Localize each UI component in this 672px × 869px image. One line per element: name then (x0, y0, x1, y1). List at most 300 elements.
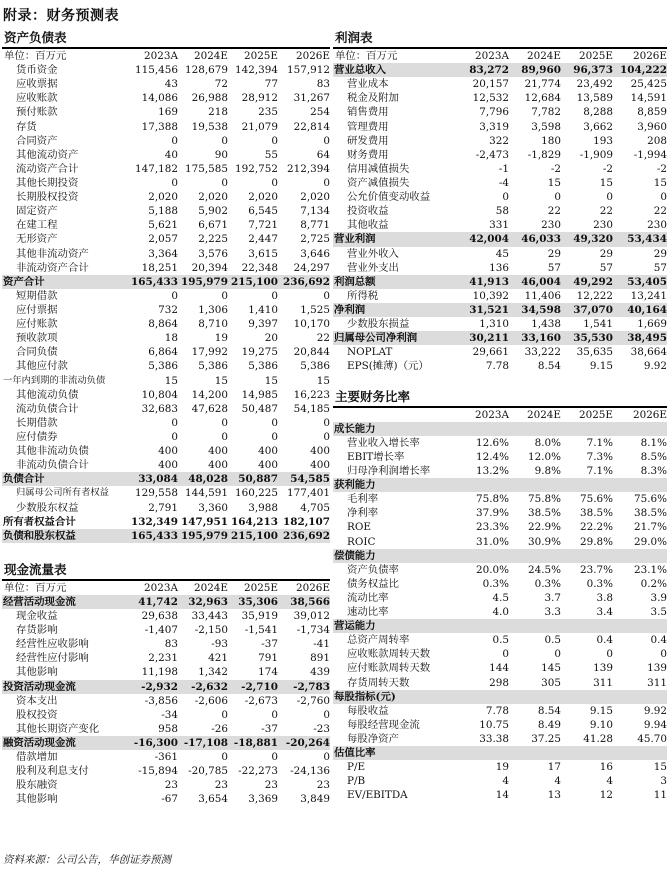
value-cell: 9,397 (248, 318, 278, 331)
table-row (333, 422, 667, 436)
value-cell (561, 746, 613, 760)
value-cell: -1 (498, 162, 509, 175)
row-label: 存货影响 (16, 624, 58, 637)
value-cell: 23,492 (576, 78, 613, 91)
value-cell: 3,662 (583, 120, 613, 133)
row-label: 营运能力 (334, 620, 376, 633)
table-row (333, 478, 667, 492)
value-cell: 41,742 (138, 595, 178, 608)
value-cell: 39,012 (293, 610, 330, 623)
value-cell: 38.5% (633, 507, 667, 520)
value-cell: 1,525 (300, 303, 330, 316)
value-cell: 136 (489, 261, 509, 274)
row-label: 债务权益比 (347, 577, 399, 590)
value-cell: 0 (323, 289, 330, 302)
unit-label: 单位：百万元 (335, 50, 398, 62)
value-cell: 7.1% (586, 436, 613, 449)
value-cell: 230 (541, 219, 561, 232)
value-cell: 115,456 (135, 64, 178, 77)
row-label: 股东融资 (16, 779, 58, 792)
value-cell: 12 (599, 789, 613, 802)
value-cell: 0 (554, 191, 561, 204)
row-label: 流动负债合计 (16, 402, 79, 415)
value-cell: 400 (258, 445, 278, 458)
table-row (333, 661, 667, 675)
value-cell: -2 (656, 162, 667, 175)
value-cell: 7.3% (586, 450, 613, 463)
table-row (2, 778, 330, 792)
row-label: 公允价值变动收益 (347, 191, 431, 204)
value-cell (459, 549, 509, 563)
value-cell: 24.5% (527, 563, 561, 576)
table-row (333, 436, 667, 450)
value-cell: -18,881 (233, 737, 278, 750)
table-row (2, 275, 330, 289)
value-cell: 14 (495, 789, 509, 802)
value-cell: 0 (606, 191, 613, 204)
value-cell: 18 (164, 332, 178, 345)
right-column (333, 28, 667, 803)
value-cell: 8.3% (640, 464, 667, 477)
row-label: P/B (347, 775, 366, 788)
source-note: 资料来源：公司公告，华创证券预测 (3, 854, 171, 866)
value-cell (459, 619, 509, 633)
value-cell: 0 (502, 191, 509, 204)
value-cell: 35,919 (241, 610, 278, 623)
row-label: 毛利率 (347, 493, 379, 506)
value-cell: 40 (164, 148, 178, 161)
value-cell: 21.7% (633, 521, 667, 534)
value-cell: 165,433 (131, 275, 178, 288)
table-row (333, 492, 667, 506)
value-cell: 4 (502, 775, 509, 788)
value-cell: 230 (647, 219, 667, 232)
value-cell: 38.5% (527, 507, 561, 520)
value-cell (509, 619, 561, 633)
row-label: 合同资产 (16, 134, 58, 147)
value-cell: 0 (271, 751, 278, 764)
value-cell: 8,288 (583, 106, 613, 119)
value-cell: 8,859 (637, 106, 667, 119)
value-cell: 64 (316, 148, 330, 161)
value-cell: 439 (310, 666, 330, 679)
row-label: 税金及附加 (347, 92, 399, 105)
value-cell: 37.9% (475, 507, 509, 520)
value-cell: 29 (547, 247, 561, 260)
value-cell (509, 746, 561, 760)
row-label: 现金收益 (16, 610, 58, 623)
value-cell: 0 (271, 430, 278, 443)
value-cell: 24,297 (293, 261, 330, 274)
income-statement-table (333, 49, 667, 374)
table-row (333, 633, 667, 647)
table-row (333, 247, 667, 261)
value-cell: 0.3% (586, 577, 613, 590)
value-cell: 298 (489, 676, 509, 689)
row-label: 合同负债 (16, 346, 58, 359)
unit-label (333, 408, 459, 422)
cashflow-title: 现金流量表 (4, 561, 67, 577)
value-cell: 139 (593, 662, 613, 675)
value-cell: 104,222 (620, 64, 667, 77)
value-cell: 0 (271, 289, 278, 302)
value-cell: 23 (214, 779, 228, 792)
row-label: 存货周转天数 (347, 676, 410, 689)
value-cell: 53,405 (627, 275, 667, 288)
value-cell: 400 (258, 459, 278, 472)
value-cell (613, 549, 667, 563)
table-row (333, 774, 667, 788)
value-cell: 89,960 (521, 64, 561, 77)
row-label: 其他流动负债 (16, 388, 79, 401)
table-row (2, 317, 330, 331)
value-cell: 144 (489, 662, 509, 675)
row-label: 预付账款 (16, 106, 58, 119)
value-cell: 0 (221, 289, 228, 302)
table-row (2, 665, 330, 679)
year-header: 2023A (475, 50, 509, 62)
value-cell (509, 422, 561, 436)
year-header: 2025E (578, 408, 613, 421)
table-row (2, 792, 330, 806)
value-cell: 2,020 (300, 191, 330, 204)
value-cell: 5,386 (300, 360, 330, 373)
row-label: 流动比率 (347, 591, 389, 604)
value-cell: 50,887 (238, 473, 278, 486)
value-cell: 0 (502, 648, 509, 661)
value-cell: 0 (323, 751, 330, 764)
value-cell: -2,710 (241, 680, 278, 693)
value-cell: 182,107 (283, 515, 330, 528)
value-cell: 0.2% (640, 577, 667, 590)
row-label: 管理费用 (347, 120, 389, 133)
value-cell: 11 (653, 789, 667, 802)
row-label: 非流动资产合计 (16, 261, 89, 274)
table-row (333, 218, 667, 232)
table-row (333, 275, 667, 289)
value-cell: 3,849 (300, 793, 330, 806)
row-label: 营业成本 (347, 78, 389, 91)
row-label: 其他影响 (16, 666, 58, 679)
table-row (2, 388, 330, 402)
value-cell: 331 (489, 219, 509, 232)
value-cell: 174 (258, 666, 278, 679)
row-label: EBIT增长率 (347, 450, 405, 463)
value-cell: 311 (593, 676, 613, 689)
value-cell: 21,079 (241, 120, 278, 133)
value-cell: 5,386 (248, 360, 278, 373)
value-cell: 13 (547, 789, 561, 802)
value-cell: -37 (261, 722, 278, 735)
value-cell: -2,760 (296, 694, 330, 707)
table-row (2, 486, 330, 500)
table-row (333, 261, 667, 275)
table-row (333, 464, 667, 478)
row-label: 少数股东损益 (347, 318, 410, 331)
value-cell: -17,108 (183, 737, 228, 750)
value-cell: 12.6% (475, 436, 509, 449)
value-cell: 75.6% (633, 493, 667, 506)
table-row (333, 331, 667, 345)
value-cell: 10,392 (472, 289, 509, 302)
value-cell: -1,541 (244, 624, 278, 637)
ratios-title: 主要财务比率 (335, 388, 411, 404)
row-label: 资本支出 (16, 694, 58, 707)
value-cell: 3,646 (300, 247, 330, 260)
value-cell: 0 (171, 430, 178, 443)
value-cell: 38,664 (630, 346, 667, 359)
unit-label: 单位：百万元 (4, 50, 67, 62)
value-cell: 43 (164, 78, 178, 91)
value-cell: 6,671 (198, 219, 228, 232)
value-cell: 5,188 (148, 205, 178, 218)
value-cell: 0 (171, 416, 178, 429)
value-cell: 6,864 (148, 346, 178, 359)
value-cell: 28,912 (241, 92, 278, 105)
value-cell: 22.9% (527, 521, 561, 534)
value-cell: 791 (258, 652, 278, 665)
table-row (333, 690, 667, 704)
value-cell: 38,495 (627, 332, 667, 345)
value-cell: 75.8% (475, 493, 509, 506)
row-label: 应付账款 (16, 318, 58, 331)
value-cell: 400 (208, 445, 228, 458)
value-cell: 22 (316, 332, 330, 345)
table-row (333, 676, 667, 690)
value-cell: 38.5% (579, 507, 613, 520)
value-cell (459, 690, 509, 704)
table-header-row (2, 581, 330, 595)
row-label: 所得税 (347, 289, 379, 302)
unit-label: 单位：百万元 (4, 581, 67, 594)
value-cell: 400 (310, 445, 330, 458)
row-label: 成长能力 (334, 422, 376, 435)
table-row (333, 232, 667, 246)
value-cell: 20.0% (475, 563, 509, 576)
table-row (333, 190, 667, 204)
table-row (333, 591, 667, 605)
value-cell: 7,721 (248, 219, 278, 232)
table-row (2, 708, 330, 722)
row-label: 应付债券 (16, 430, 58, 443)
row-label: 净利润 (334, 303, 366, 316)
value-cell: 180 (541, 134, 561, 147)
value-cell: 34,598 (521, 303, 561, 316)
table-row (2, 261, 330, 275)
value-cell: 33,160 (521, 332, 561, 345)
value-cell: 1,669 (637, 318, 667, 331)
year-header: 2025E (578, 50, 613, 62)
row-label: 应付票据 (16, 303, 58, 316)
value-cell: 195,979 (181, 275, 228, 288)
value-cell: -2,150 (194, 624, 228, 637)
table-header-row (333, 49, 667, 63)
value-cell: 48,028 (188, 473, 228, 486)
value-cell: 14,086 (141, 92, 178, 105)
value-cell: 160,225 (235, 487, 278, 500)
year-header: 2025E (243, 50, 278, 62)
value-cell: 33,222 (524, 346, 561, 359)
value-cell: 5,902 (198, 205, 228, 218)
value-cell: 20 (264, 332, 278, 345)
value-cell: 891 (310, 652, 330, 665)
value-cell: 3.9 (650, 591, 667, 604)
value-cell: 1,342 (198, 666, 228, 679)
table-row (2, 359, 330, 373)
value-cell: 3,319 (479, 120, 509, 133)
value-cell: -16,300 (133, 737, 178, 750)
row-label: 资产合计 (3, 275, 45, 288)
value-cell: -2,632 (191, 680, 228, 693)
table-row (2, 204, 330, 218)
value-cell: 29,661 (472, 346, 509, 359)
value-cell: 5,621 (148, 219, 178, 232)
value-cell: 83 (164, 638, 178, 651)
value-cell: 12.4% (475, 450, 509, 463)
value-cell: 23.3% (475, 521, 509, 534)
table-row (2, 331, 330, 345)
value-cell: 54,185 (293, 402, 330, 415)
value-cell (459, 746, 509, 760)
value-cell: -1,407 (144, 624, 178, 637)
year-header: 2023A (144, 50, 178, 62)
table-row (333, 718, 667, 732)
value-cell: 30.9% (527, 535, 561, 548)
value-cell: 732 (158, 303, 178, 316)
value-cell (459, 478, 509, 492)
value-cell: 14,591 (630, 92, 667, 105)
table-row (2, 91, 330, 105)
value-cell: -2,783 (293, 680, 330, 693)
value-cell: 8.54 (537, 360, 561, 373)
value-cell: 0 (221, 176, 228, 189)
value-cell: 30,211 (469, 332, 509, 345)
table-row (2, 232, 330, 246)
value-cell (613, 478, 667, 492)
year-header: 2025E (243, 581, 278, 594)
table-row (2, 736, 330, 750)
row-label: 非流动负债合计 (16, 459, 89, 472)
table-row (2, 148, 330, 162)
table-row (333, 176, 667, 190)
table-row (333, 746, 667, 760)
value-cell: 29,638 (141, 610, 178, 623)
value-cell (613, 690, 667, 704)
value-cell: 2,447 (248, 233, 278, 246)
value-cell: -24,136 (290, 765, 330, 778)
table-row (2, 430, 330, 444)
value-cell: 3,960 (637, 120, 667, 133)
value-cell: 1,410 (248, 303, 278, 316)
value-cell: 8.54 (537, 704, 561, 717)
value-cell: 45 (495, 247, 509, 260)
value-cell: 12,532 (472, 92, 509, 105)
value-cell: 0.3% (482, 577, 509, 590)
value-cell: -1,909 (579, 148, 613, 161)
value-cell: 12.0% (527, 450, 561, 463)
table-row (2, 134, 330, 148)
value-cell: 0 (221, 708, 228, 721)
year-header: 2024E (193, 50, 228, 62)
value-cell: 0 (660, 648, 667, 661)
value-cell: 90 (214, 148, 228, 161)
balance-sheet-title: 资产负债表 (4, 30, 67, 45)
value-cell (561, 422, 613, 436)
row-label: 流动资产合计 (16, 162, 79, 175)
table-row (333, 134, 667, 148)
value-cell: 13.2% (475, 464, 509, 477)
value-cell: -1,994 (633, 148, 667, 161)
row-label: 股利及利息支付 (16, 765, 89, 778)
row-label: 其他流动资产 (16, 148, 79, 161)
value-cell: 8,771 (300, 219, 330, 232)
table-row (2, 63, 330, 77)
row-label: 投资收益 (347, 205, 389, 218)
value-cell: 0 (171, 289, 178, 302)
row-label: 短期借款 (16, 289, 58, 302)
page-title: 附录：财务预测表 (3, 8, 119, 24)
row-label: 资产减值损失 (347, 176, 410, 189)
value-cell: -23 (313, 722, 330, 735)
table-row (2, 374, 330, 388)
value-cell: 0 (171, 176, 178, 189)
table-row (2, 190, 330, 204)
value-cell: 0 (271, 176, 278, 189)
table-row (333, 619, 667, 633)
value-cell: -2,606 (194, 694, 228, 707)
row-label: 每股收益 (347, 704, 389, 717)
value-cell (509, 478, 561, 492)
table-header-row (2, 49, 330, 63)
value-cell: 46,004 (521, 275, 561, 288)
value-cell: -22,273 (238, 765, 278, 778)
row-label: 资产负债率 (347, 563, 399, 576)
table-row (2, 458, 330, 472)
table-row (333, 63, 667, 77)
value-cell: 23 (316, 779, 330, 792)
value-cell: 147,182 (135, 162, 178, 175)
value-cell: 9.15 (589, 704, 613, 717)
value-cell: 0 (171, 134, 178, 147)
row-label: 存货 (16, 120, 37, 133)
value-cell: 230 (593, 219, 613, 232)
table-row (2, 162, 330, 176)
value-cell: 212,394 (287, 162, 330, 175)
value-cell: 9.8% (534, 464, 561, 477)
value-cell: 177,401 (287, 487, 330, 500)
value-cell: 129,558 (135, 487, 178, 500)
value-cell: 3 (660, 775, 667, 788)
value-cell: 236,692 (283, 275, 330, 288)
value-cell: 147,951 (181, 515, 228, 528)
value-cell: 2,725 (300, 233, 330, 246)
value-cell: 22,348 (241, 261, 278, 274)
value-cell: 19,538 (191, 120, 228, 133)
row-label: 研发费用 (347, 134, 389, 147)
row-label: 信用减值损失 (347, 162, 410, 175)
value-cell: 33.38 (479, 733, 509, 746)
value-cell: 215,100 (231, 529, 278, 542)
value-cell: 18,251 (141, 261, 178, 274)
value-cell: 10,170 (293, 318, 330, 331)
value-cell: 38,566 (290, 595, 330, 608)
row-label: 其他非流动负债 (16, 445, 89, 458)
value-cell: 3.5 (650, 606, 667, 619)
row-label: 营业收入增长率 (347, 436, 420, 449)
value-cell: 96,373 (573, 64, 613, 77)
value-cell (613, 746, 667, 760)
value-cell: -15,894 (138, 765, 178, 778)
